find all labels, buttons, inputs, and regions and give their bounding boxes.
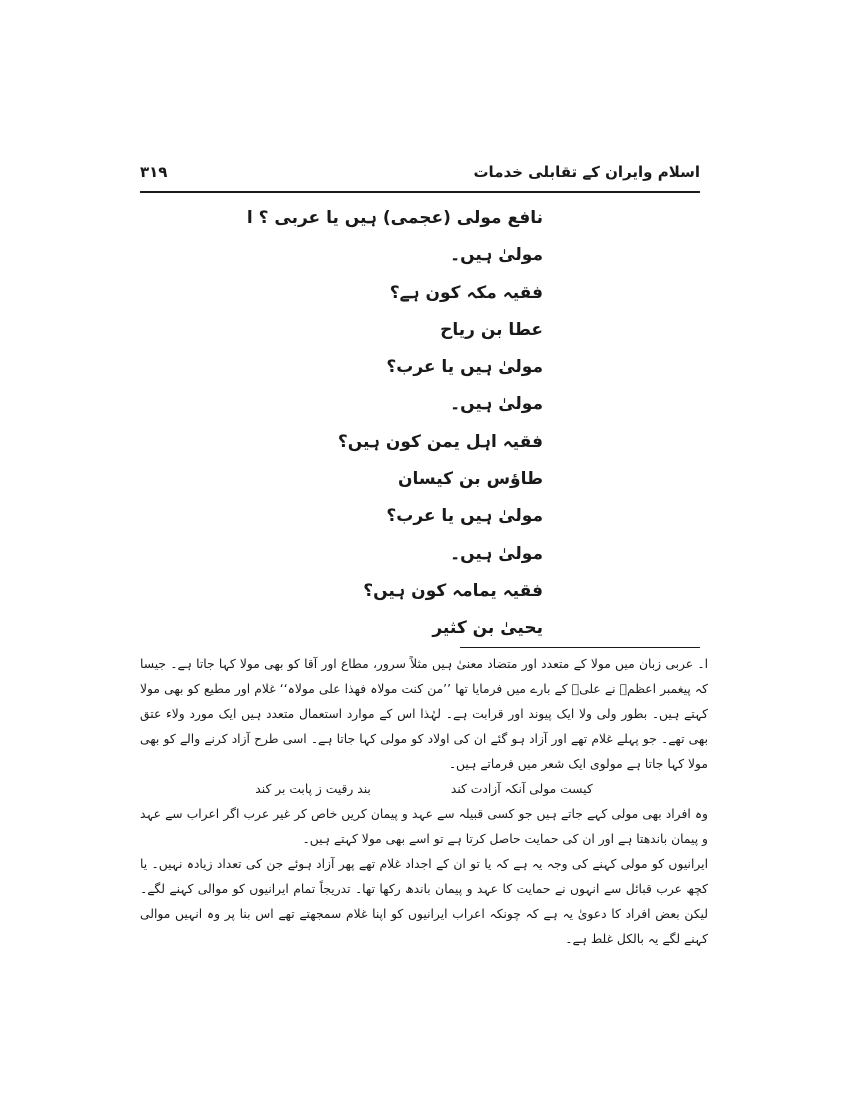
- header-title: اسلام وایران کے تقابلی خدمات: [473, 163, 700, 181]
- qa-line: نافع مولی (عجمی) ہیں یا عربی ؟ ا: [246, 208, 543, 228]
- qa-line: فقیہ مکہ کون ہے؟: [389, 282, 543, 303]
- footnote-paragraph: ا۔ عربی زبان میں مولا کے متعدد اور متضاد معنیٰ ہیں مثلاً سرور، مطاع اور آقا کو بھی مولا کہا جاتا ہے۔ جیسا کہ پیغمبر اعظمؐ نے علیؑ کے بارے میں فرمایا تھا ’’من کنت مولاہ فھذا علی مولاہ‘‘ غلام اور مطیع کو بھی مولا کہتے ہیں۔ بطور ولی ولا ایک پیوند اور قرابت ہے۔ لہٰذا اس کے موارد استعمال متعدد ہیں ایک مورد ولاء عتق بھی تھے۔ جو پہلے غلام تھے اور آزاد ہو گئے ان کی اولاد کو مولی کہا جاتا ہے۔ اسی طرح آزاد کرنے والے کو بھی مولا کہا جاتا ہے مولوی ایک شعر میں فرماتے ہیں۔: [140, 657, 708, 771]
- footnotes: [140, 652, 708, 952]
- qa-line: طاؤس بن کیسان: [398, 469, 543, 490]
- page-number: ۳۱۹: [140, 163, 168, 181]
- persian-verse: [140, 777, 708, 802]
- qa-line: مولیٰ ہیں یا عرب؟: [386, 506, 543, 527]
- running-header: [140, 163, 700, 189]
- qa-line: مولیٰ ہیں یا عرب؟: [386, 357, 543, 378]
- qa-line: فقیہ یمامہ کون ہیں؟: [363, 580, 543, 601]
- qa-line: فقیہ اہل یمن کون ہیں؟: [337, 431, 543, 452]
- footnote-separator: [460, 647, 700, 648]
- question-answer-list: [223, 200, 543, 648]
- footnote-paragraph: ایرانیوں کو مولی کہنے کی وجہ یہ ہے کہ یا تو ان کے اجداد غلام تھے پھر آزاد ہوئے جن کی تعداد زیادہ نہیں۔ یا کچھ عرب قبائل سے انہوں نے حمایت کا عہد و پیمان باندھ رکھا تھا۔ تدریجاً تمام ایرانیوں کو موالی کہنے لگے۔ لیکن بعض افراد کا دعویٰ یہ ہے کہ چونکہ اعراب ایرانیوں کو اپنا غلام سمجھتے تھے اس بنا پر وہ انہیں موالی کہنے لگے یہ بالکل غلط ہے۔: [140, 857, 708, 946]
- qa-line: مولیٰ ہیں۔: [450, 394, 543, 415]
- qa-line: عطا بن ریاح: [440, 319, 543, 340]
- qa-line: مولیٰ ہیں۔: [450, 245, 543, 266]
- qa-line: یحییٰ بن کثیر: [432, 618, 543, 639]
- verse-hemistich-right: کیست مولی آنکہ آزادت کند: [450, 782, 593, 796]
- header-rule: [140, 191, 700, 193]
- footnote-paragraph: وہ افراد بھی مولی کہے جاتے ہیں جو کسی قبیلہ سے عہد و پیمان کریں خاص کر غیر عرب اگر اعراب سے عہد و پیمان باندھتا ہے اور ان کی حمایت حاصل کرتا ہے تو اسے بھی مولا کہتے ہیں۔: [140, 807, 708, 846]
- qa-line: مولیٰ ہیں۔: [450, 543, 543, 564]
- verse-hemistich-left: بند رقیت ز پابت بر کند: [255, 782, 371, 796]
